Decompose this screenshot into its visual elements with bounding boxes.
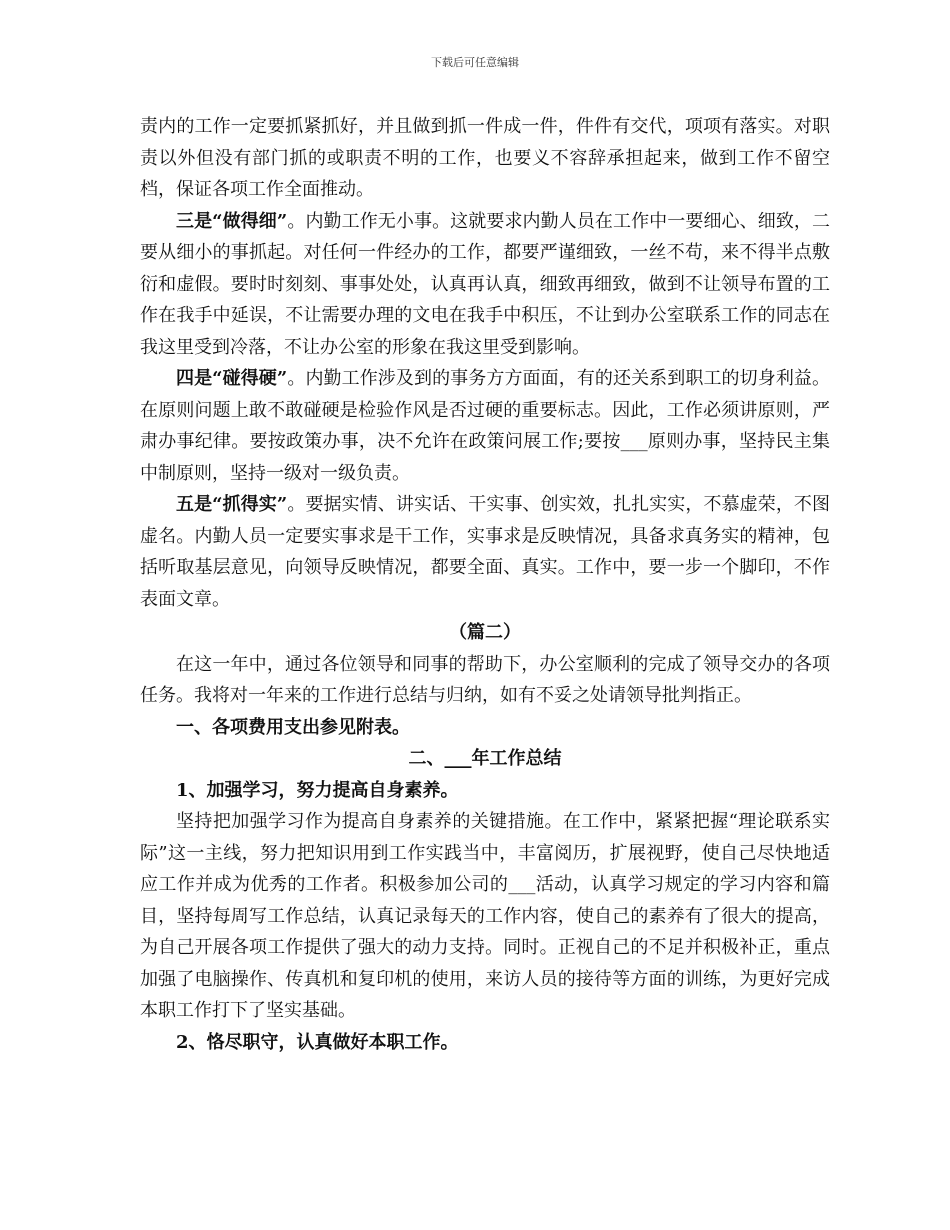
paragraph-intro: 在这一年中，通过各位领导和同事的帮助下，办公室顺利的完成了领导交办的各项任务。我将对一年来的工作进行总结与归纳，如有不妥之处请领导批判指正。 — [140, 653, 830, 706]
paragraph-responsibility: 责内的工作一定要抓紧抓好，并且做到抓一件成一件，件件有交代，项项有落实。对职责以外但没有部门抓的或职责不明的工作，也要义不容辞承担起来，做到工作不留空档，保证各项工作全面推动。 — [140, 116, 830, 200]
paragraph-learning: 坚持把加强学习作为提高自身素养的关键措施。在工作中，紧紧把握“理论联系实际”这一主线，努力把知识用到工作实践当中，丰富阅历，扩展视野，使自己尽快地适应工作并成为优秀的工作者。积极参加公司的___活动，认真学习规定的学习内容和篇目，坚持每周写工作总结，认真记录每天的工作内容，使自己的素养有了很大的提高，为自己开展各项工作提供了强大的动力支持。同时。正视自己的不足并积极补正，重点加强了电脑操作、传真机和复印机的使用，来访人员的接待等方面的训练，为更好完成本职工作打下了坚实基础。 — [140, 811, 830, 1021]
paragraph-heading: 三是“做得细” — [176, 210, 288, 232]
section-title: （篇二） — [449, 622, 521, 643]
paragraph-heading: 四是“碰得硬” — [176, 368, 288, 389]
page-header-note: 下载后可任意编辑 — [431, 56, 519, 69]
heading-duty: 2、恪尽职守，认真做好本职工作。 — [176, 1031, 459, 1053]
paragraph-meticulous — [140, 206, 830, 364]
document-body — [140, 111, 830, 1058]
heading-annual-summary: 二、___年工作总结 — [408, 748, 562, 769]
paragraph-text: 。内勤工作涉及到的事务方方面面，有的还关系到职工的切身利益。在原则问题上敢不敢碰硬是检验作风是否过硬的重要标志。因此，工作必须讲原则，严肃办事纪律。要按政策办事，决不允许在政策问展工作;要按___原则办事，坚持民主集中制原则，坚持一级对一级负责。 — [140, 368, 830, 484]
paragraph-text: 。内勤工作无小事。这就要求内勤人员在工作中一要细心、细致，二要从细小的事抓起。对任何一件经办的工作，都要严谨细致，一丝不苟，来不得半点敷衍和虚假。要时时刻刻、事事处处，认真再认真，细致再细致，做到不让领导布置的工作在我手中延误，不让需要办理的文电在我手中积压，不让到办公室联系工作的同志在我这里受到冷落，不让办公室的形象在我这里受到影响。 — [140, 210, 830, 358]
paragraph-heading: 五是“抓得实” — [176, 494, 288, 515]
paragraph-solid — [140, 489, 830, 615]
heading-learning: 1、加强学习，努力提高自身素养。 — [176, 779, 459, 801]
paragraph-text: 。要据实情、讲实话、干实事、创实效，扎扎实实，不慕虚荣，不图虚名。内勤人员一定要实事求是干工作，实事求是反映情况，具备求真务实的精神，包括听取基层意见，向领导反映情况，都要全面、真实。工作中，要一步一个脚印，不作表面文章。 — [140, 494, 830, 610]
heading-expenses: 一、各项费用支出参见附表。 — [176, 716, 410, 738]
paragraph-firm — [140, 363, 830, 489]
